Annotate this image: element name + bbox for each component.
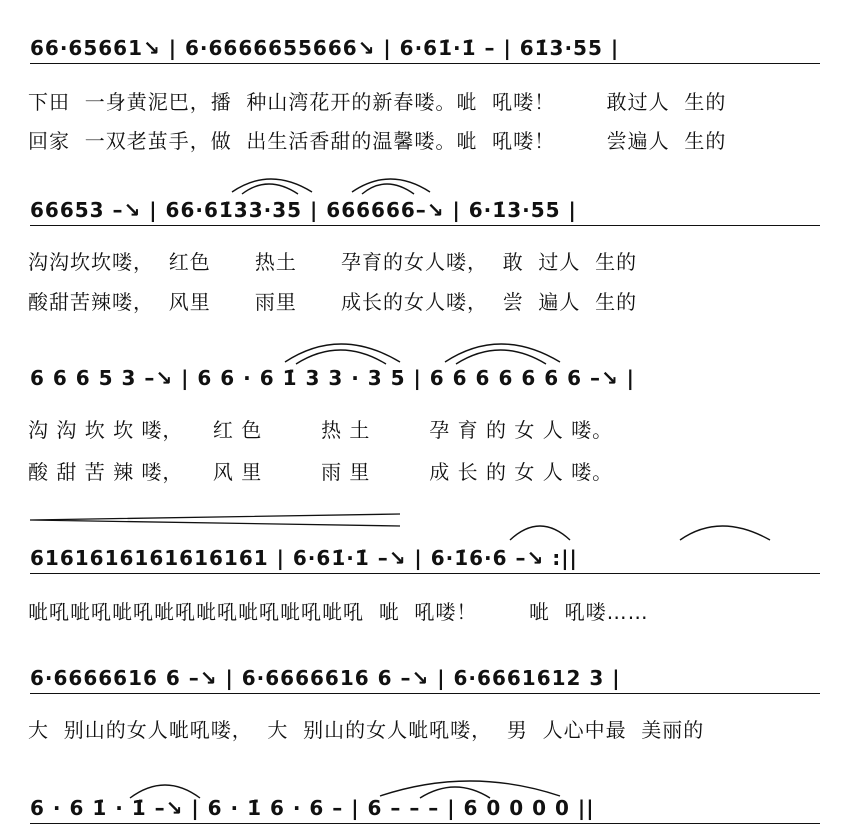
lyric-line-2-verse-1: 沟沟坎坎喽， 红色 热土 孕育的女人喽， 敢 过人 生的 [28, 250, 638, 274]
beam-underline [30, 63, 820, 64]
beam-underline [30, 823, 820, 824]
notation-line-5: 6·6666616 6 –↘ | 6·6666616 6 –↘ | 6·6661612 3 | [30, 666, 621, 690]
lyric-line-3-verse-2: 酸 甜 苦 辣 喽， 风 里 雨 里 成 长 的 女 人 喽。 [28, 460, 614, 484]
notation-line-1: 66·65661↘ | 6·6666655666↘ | 6·61̇·1̇ – | 61̇3·55 | [30, 36, 620, 60]
lyric-line-2-verse-2: 酸甜苦辣喽， 风里 雨里 成长的女人喽， 尝 遍人 生的 [28, 290, 638, 314]
lyric-line-5: 大 别山的女人呲吼喽， 大 别山的女人呲吼喽， 男 人心中最 美丽的 [28, 718, 705, 742]
crescendo-hairpin [0, 508, 846, 548]
notation-line-2: 66653 –↘ | 66·61̇33·35 | 666666–↘ | 6·1̇3·55 | [30, 198, 577, 222]
notation-line-6: 6 · 6 1̇ · 1̇ –↘ | 6 · 1̇ 6 · 6 – | 6 – – – | 6 0 0 0 0 || [30, 796, 595, 820]
slur-arcs [0, 160, 846, 200]
lyric-line-3-verse-1: 沟 沟 坎 坎 喽， 红 色 热 土 孕 育 的 女 人 喽。 [28, 418, 614, 442]
beam-underline [30, 573, 820, 574]
lyric-line-1-verse-2: 回家 一双老茧手，做 出生活香甜的温馨喽。呲 吼喽！ 尝遍人 生的 [28, 129, 727, 153]
notation-line-4: 6161616161616161 | 6·61̇·1̇ –↘ | 6·1̇6·6 –↘ :|| [30, 546, 578, 570]
beam-underline [30, 693, 820, 694]
lyric-line-1-verse-1: 下田 一身黄泥巴，播 种山湾花开的新春喽。呲 吼喽！ 敢过人 生的 [28, 90, 727, 114]
slur-arcs [0, 326, 846, 370]
lyric-line-4: 呲吼呲吼呲吼呲吼呲吼呲吼呲吼呲吼 呲 吼喽！ 呲 吼喽…… [28, 600, 649, 624]
notation-line-3: 6 6 6 5 3 –↘ | 6 6 · 6 1̇ 3 3 · 3 5 | 6 6 6 6 6 6 6 –↘ | [30, 366, 635, 390]
beam-underline [30, 225, 820, 226]
